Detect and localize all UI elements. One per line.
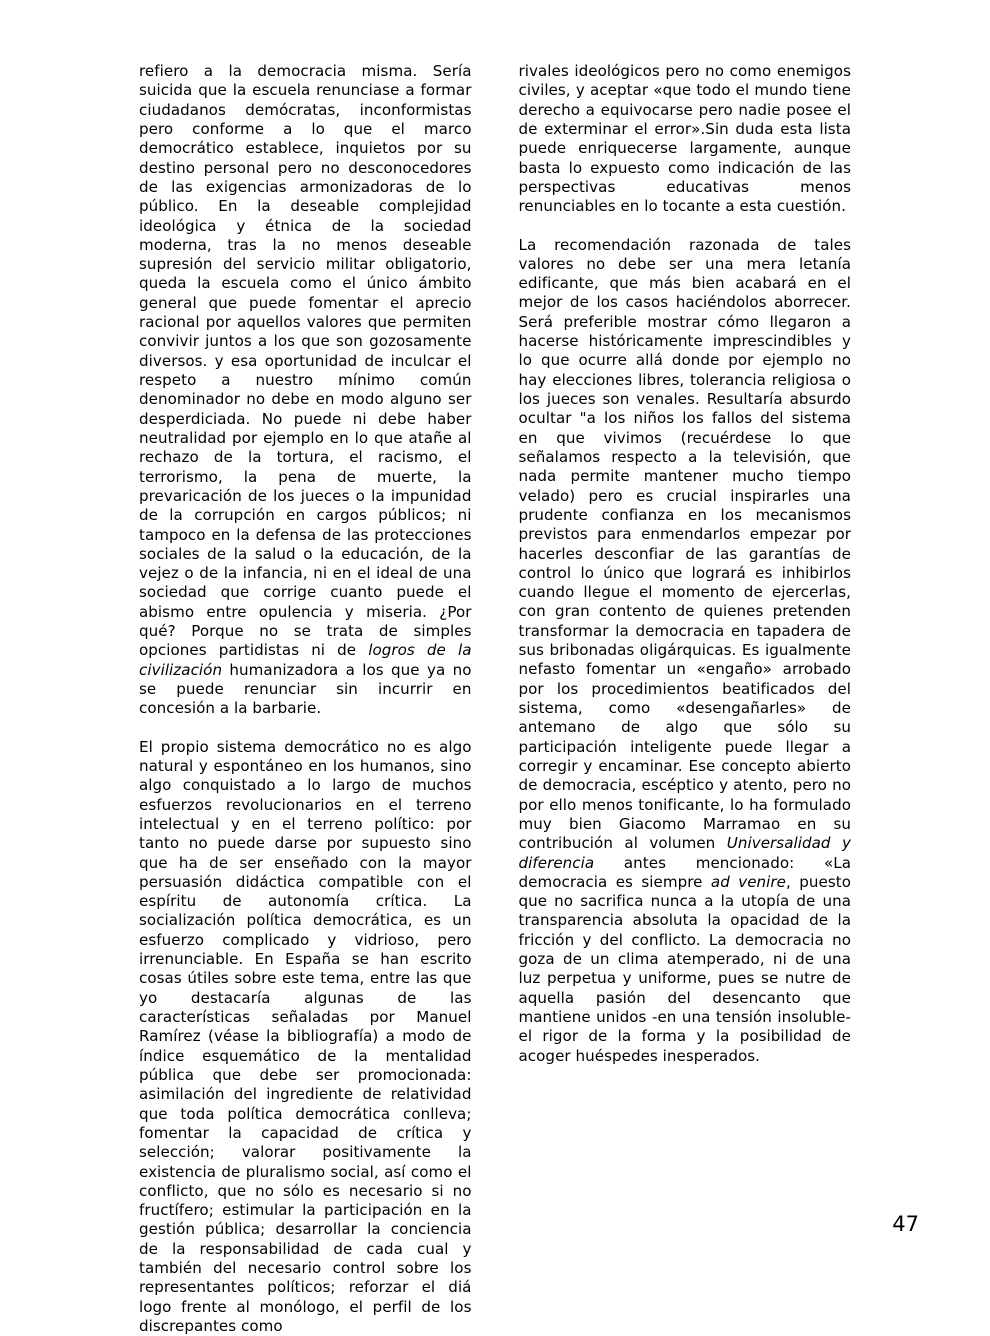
right-column [519, 62, 852, 1336]
left-column [139, 62, 472, 1336]
two-column-body [139, 62, 851, 1336]
italic-phrase: Universalidad y diferencia [518, 834, 851, 872]
paragraph: refiero a la democracia misma. Sería suicida que la escuela renunciase a formar ciudadanos demócratas, inconformistas pero conforme a lo que el marco democrático establece, inquietos por su destino personal pero no desconocedores de las exigencias armonizadoras de lo público. En la deseable complejidad ideológica y étnica de la sociedad moderna, tras la no menos deseable supresión del servicio militar obligatorio, queda la escuela como el único ámbito general que puede fomentar el aprecio racional por aquellos valores que permiten convivir juntos a los que son gozosamente diversos. y esa oportunidad de inculcar el respeto a nuestro mínimo común denominador no debe en modo alguno ser desperdiciada. No puede ni debe haber neutralidad por ejemplo en lo que atañe al rechazo de la tortura, el racismo, el terrorismo, la pena de muerte, la prevaricación de los jueces o la impunidad de la corrupción en cargos públicos; ni tampoco en la defensa de las protecciones sociales de la salud o la educación, de la vejez o de la infancia, ni en el ideal de una sociedad que corrige cuanto puede el abismo entre opulencia y miseria. ¿Por qué? Porque no se trata de simples opciones partidistas ni de logros de la civilización humanizadora a los que ya no se puede renunciar sin incurrir en concesión a la barbarie. [139, 62, 472, 718]
paragraph: La recomendación razonada de tales valores no debe ser una mera letanía edificante, que más bien acabará en el mejor de los casos haciéndolos aborrecer. Será preferible mostrar cómo llegaron a hacerse históricamente imprescindibles y lo que ocurre allá donde por ejemplo no hay elecciones libres, tolerancia religiosa o los jueces son venales. Resultaría absurdo ocultar "a los niños los fallos del sistema en que vivimos (recuérdese lo que señalamos respecto a la televisión, que nada permite mantener mucho tiempo velado) pero es crucial inspirarles una prudente confianza en los mecanismos previstos para enmendarlos empezar por hacerles desconfiar de las garantías de control lo único que logrará es inhibirlos cuando llegue el momento de ejercerlas, con gran contento de quienes pretenden transformar la democracia en tapadera de sus bribonadas oligárquicas. Es igualmente nefasto fomentar un «engaño» arrobado por los procedimientos beatificados del sistema, como «desengañarles» de antemano de algo que sólo su participación inteligente puede llegar a corregir y encaminar. Ese concepto abierto de democracia, escéptico y atento, pero no por ello menos tonificante, lo ha formulado muy bien Giacomo Marramao en su contribución al volumen Universalidad y diferencia antes mencionado: «La democracia es siempre ad venire, puesto que no sacrifica nunca a la utopía de una transparencia absoluta la opacidad de la fricción y del conflicto. La democracia no goza de un clima atemperado, ni de una luz perpetua y uniforme, pues se nutre de aquella pasión del desencanto que mantiene unidos -en una tensión insoluble- el rigor de la forma y la posibilidad de acoger huéspedes inesperados. [518, 235, 851, 1065]
italic-phrase: logros de la civilización [139, 641, 472, 679]
page-number: 47 [892, 1212, 919, 1236]
italic-phrase: ad venire [710, 872, 786, 891]
paragraph: El propio sistema democrático no es algo natural y espontáneo en los humanos, sino algo conquistado a lo largo de muchos esfuerzos revolucionarios en el terreno intelectual y en el terreno político: por tanto no puede darse por supuesto sino que ha de ser enseñado con la mayor persuasión didáctica compatible con el espíritu de autonomía crítica. La socialización política democrática, es un esfuerzo complicado y vidrioso, pero irrenunciable. En España se han escrito cosas útiles sobre este tema, entre las que yo destacaría algunas de las características señaladas por Manuel Ramírez (véase la bibliografía) a modo de índice esquemático de la mentalidad pública que debe ser promocionada: asimilación del ingrediente de relatividad que toda política democrática conlleva; fomentar la capacidad de crítica y selección; valorar positivamente la existencia de pluralismo social, así como el conflicto, que no sólo es necesario si no fructífero; estimular la participación en la gestión pública; desarrollar la conciencia de la responsabilidad de cada cual y también del necesario control sobre los representantes políticos; reforzar el diá logo frente al monólogo, el perfil de los discrepantes como [139, 737, 472, 1335]
paragraph: rivales ideológicos pero no como enemigos civiles, y aceptar «que todo el mundo tiene derecho a equivocarse pero nadie posee el de exterminar el error».Sin duda esta lista puede enriquecerse largamente, aunque basta lo expuesto como indicación de las perspectivas educativas menos renunciables en lo tocante a esta cuestión. [518, 62, 851, 216]
